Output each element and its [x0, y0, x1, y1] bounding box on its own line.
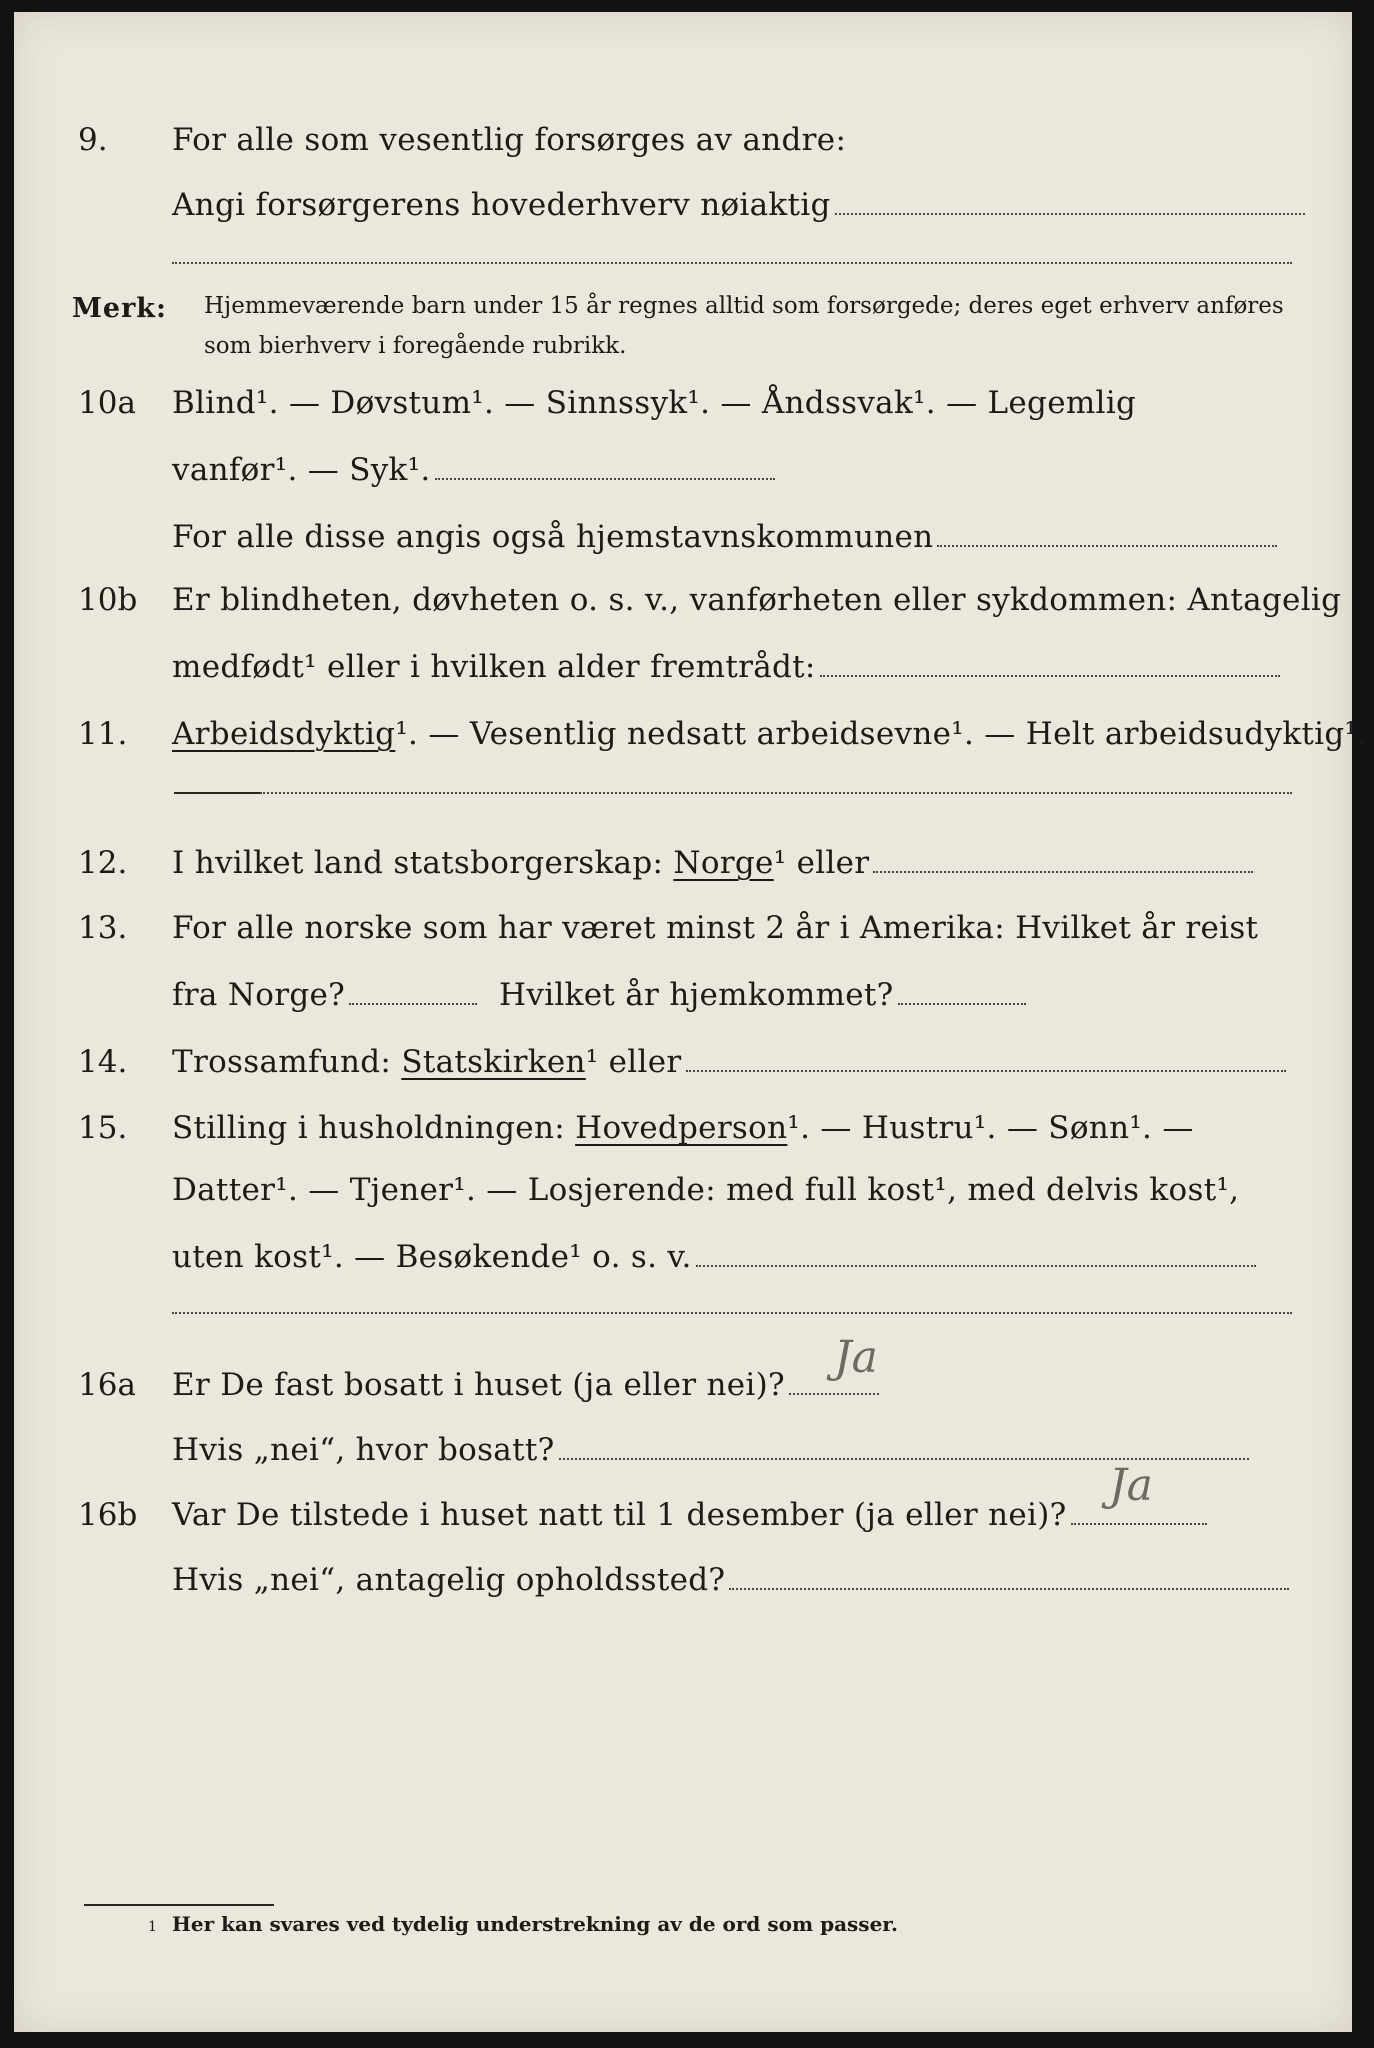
q14-number: 14.	[78, 1044, 128, 1080]
q16a-line1-text: Er De fast bosatt i huset (ja eller nei)?	[172, 1367, 785, 1403]
q16b-line2	[172, 1562, 1289, 1598]
q15-line3	[172, 1239, 1256, 1275]
q15-line3-text: uten kost¹. — Besøkende¹ o. s. v.	[172, 1239, 692, 1275]
q13-line2	[172, 977, 1026, 1013]
q10a-home-municipality-field[interactable]	[937, 544, 1277, 547]
q11-line	[172, 716, 1367, 752]
q11-number: 11.	[78, 716, 128, 752]
q10a-line2	[172, 452, 775, 488]
q9-line2-text: Angi forsørgerens hovederhverv nøiaktig	[172, 187, 831, 223]
q9-answer-field[interactable]	[835, 212, 1305, 215]
q11-answer-line[interactable]	[260, 792, 1292, 794]
q16a-answer-field[interactable]	[789, 1392, 879, 1395]
q10b-line1: Er blindheten, døvheten o. s. v., vanførheten eller sykdommen: Antagelig	[172, 582, 1342, 618]
q10b-answer-field[interactable]	[820, 674, 1280, 677]
q9-number: 9.	[78, 122, 108, 158]
q15-extra-answer-line[interactable]	[172, 1312, 1292, 1314]
q16b-line2-text: Hvis „nei“, antagelig opholdssted?	[172, 1562, 726, 1598]
q13-line1: For alle norske som har været minst 2 år i Amerika: Hvilket år reist	[172, 910, 1259, 946]
q16b-whereabouts-field[interactable]	[729, 1587, 1289, 1590]
q16a-line1	[172, 1367, 879, 1403]
q11-short-rule	[174, 792, 260, 794]
q15-line1-rest: ¹. — Hustru¹. — Sønn¹. —	[787, 1110, 1194, 1146]
merk-label: Merk:	[72, 293, 167, 324]
q9-line2	[172, 187, 1305, 223]
q15-line2: Datter¹. — Tjener¹. — Losjerende: med full kost¹, med delvis kost¹,	[172, 1172, 1240, 1208]
q16a-number: 16a	[78, 1367, 136, 1403]
q15-prefix: Stilling i husholdningen:	[172, 1110, 565, 1146]
q11-rest: ¹. — Vesentlig nedsatt arbeidsevne¹. — Helt arbeidsudyktig¹.	[395, 716, 1368, 752]
q16a-line2	[172, 1432, 1249, 1468]
q14-answer-underlined: Statskirken	[401, 1044, 586, 1080]
q9-line1: For alle som vesentlig forsørges av andre:	[172, 122, 847, 158]
q13-departure-year-field[interactable]	[349, 1002, 477, 1005]
q12-prefix: I hvilket land statsborgerskap:	[172, 845, 664, 881]
q10a-line1: Blind¹. — Døvstum¹. — Sinnssyk¹. — Åndssvak¹. — Legemlig	[172, 385, 1137, 421]
q15-number: 15.	[78, 1110, 128, 1146]
q16b-answer-field[interactable]	[1071, 1522, 1207, 1525]
q10a-number: 10a	[78, 385, 136, 421]
q13-return-year-field[interactable]	[898, 1002, 1026, 1005]
q15-answer-underlined: Hovedperson	[575, 1110, 788, 1146]
q14-answer-field[interactable]	[686, 1069, 1286, 1072]
q13-line2a: fra Norge?	[172, 977, 346, 1013]
footnote-mark: 1	[148, 1919, 157, 1935]
q13-line2b: Hvilket år hjemkommet?	[499, 977, 894, 1013]
q16b-line1-text: Var De tilstede i huset natt til 1 desember (ja eller nei)?	[172, 1497, 1067, 1533]
q10a-line3	[172, 519, 1277, 555]
q15-answer-field[interactable]	[696, 1264, 1256, 1267]
q12-answer-field[interactable]	[873, 870, 1253, 873]
footnote-text: Her kan svares ved tydelig understrekning av de ord som passer.	[172, 1912, 898, 1936]
q15-line1	[172, 1110, 1194, 1146]
q12-line	[172, 845, 1253, 881]
q10a-line3-text: For alle disse angis også hjemstavnskommunen	[172, 519, 934, 555]
q14-prefix: Trossamfund:	[172, 1044, 392, 1080]
q10a-line2-text: vanfør¹. — Syk¹.	[172, 452, 431, 488]
q10b-line2-text: medfødt¹ eller i hvilken alder fremtrådt:	[172, 649, 816, 685]
q16b-line1	[172, 1497, 1207, 1533]
q11-answer-underlined: Arbeidsdyktig	[172, 716, 396, 752]
q12-number: 12.	[78, 845, 128, 881]
q13-number: 13.	[78, 910, 128, 946]
q16a-handwritten-answer: Ja	[834, 1332, 878, 1383]
q16b-number: 16b	[78, 1497, 138, 1533]
q10a-answer-field[interactable]	[435, 477, 775, 480]
q14-suffix: ¹ eller	[585, 1044, 682, 1080]
q10b-line2	[172, 649, 1280, 685]
census-form-page	[14, 12, 1368, 2032]
footnote-rule	[84, 1904, 274, 1906]
q12-suffix: ¹ eller	[773, 845, 870, 881]
q16b-handwritten-answer: Ja	[1109, 1460, 1153, 1511]
merk-text: Hjemmeværende barn under 15 år regnes alltid som forsørgede; deres eget erhverv anføres som bierhverv i foregående rubrikk.	[204, 293, 1284, 359]
q14-line	[172, 1044, 1286, 1080]
q10b-number: 10b	[78, 582, 138, 618]
q16a-line2-text: Hvis „nei“, hvor bosatt?	[172, 1432, 555, 1468]
q12-answer-underlined: Norge	[673, 845, 774, 881]
q9-extra-answer-line[interactable]	[172, 262, 1292, 264]
